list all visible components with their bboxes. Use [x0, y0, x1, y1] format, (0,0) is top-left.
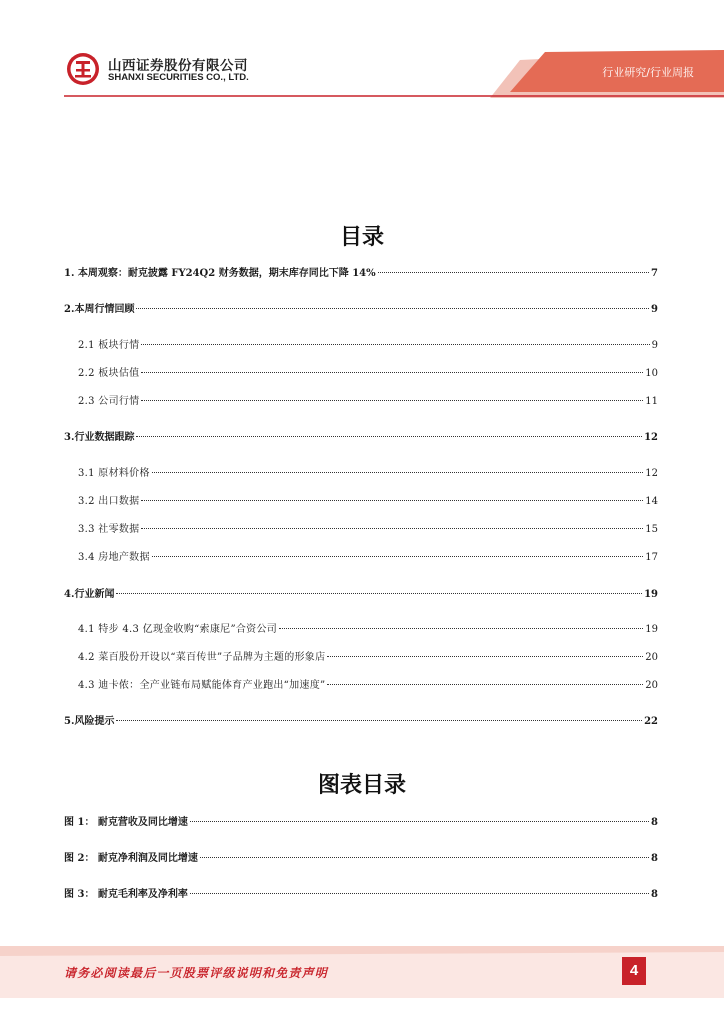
toc-leader — [136, 308, 649, 309]
page-header — [0, 0, 724, 100]
figure-list-title: 图表目录 — [317, 773, 406, 798]
toc-leader — [327, 656, 643, 657]
toc-leader — [327, 684, 643, 685]
toc-entry-page: 17 — [645, 552, 658, 563]
toc-entry-text: 3.4 房地产数据 — [78, 552, 150, 563]
toc-entry-text: 3.1 原材料价格 — [78, 468, 150, 479]
toc-entry-page: 20 — [645, 652, 658, 663]
figure-entry[interactable] — [64, 815, 658, 831]
toc-entry-text: 2.3 公司行情 — [78, 396, 140, 407]
toc-leader — [116, 593, 642, 594]
figure-entry-page: 8 — [651, 889, 658, 900]
toc-entry-text: 3.3 社零数据 — [78, 524, 140, 535]
toc-entry-page: 20 — [645, 680, 658, 691]
company-logo-icon — [66, 52, 100, 86]
toc-entry[interactable] — [64, 587, 658, 603]
toc-leader — [141, 372, 643, 373]
toc-entry-page: 12 — [644, 432, 658, 443]
toc-subentry[interactable] — [78, 466, 658, 482]
toc-entry-page: 19 — [645, 624, 658, 635]
toc-entry-page: 7 — [651, 268, 658, 279]
toc-entry-page: 15 — [645, 524, 658, 535]
toc-entry-page: 9 — [651, 304, 658, 315]
figure-entry-text: 图 3： 耐克毛利率及净利率 — [64, 889, 188, 900]
toc-subentry[interactable] — [78, 494, 658, 510]
toc-leader — [116, 720, 642, 721]
toc-entry-text: 4.3 迪卡侬：全产业链布局赋能体育产业跑出“加速度” — [78, 680, 326, 691]
toc-leader — [141, 400, 643, 401]
company-name-en: SHANXI SECURITIES CO., LTD. — [108, 72, 249, 83]
toc-leader — [141, 344, 649, 345]
toc-subentry[interactable] — [78, 394, 658, 410]
toc-entry-text: 2.1 板块行情 — [78, 340, 140, 351]
toc-leader — [152, 556, 643, 557]
report-category: 行业研究/行业周报 — [602, 66, 694, 79]
toc-entry-text: 5.风险提示 — [64, 716, 115, 727]
toc-entry-text: 3.2 出口数据 — [78, 496, 140, 507]
toc-subentry[interactable] — [78, 522, 658, 538]
toc-entry-page: 11 — [645, 396, 658, 407]
toc-entry-page: 14 — [645, 496, 658, 507]
toc-entry-page: 22 — [644, 716, 658, 727]
toc-entry[interactable] — [64, 430, 658, 446]
toc-subentry[interactable] — [78, 366, 658, 382]
toc-leader — [136, 436, 642, 437]
toc-subentry[interactable] — [78, 550, 658, 566]
toc-leader — [141, 500, 643, 501]
toc-leader — [200, 857, 649, 858]
toc-entry[interactable] — [64, 266, 658, 282]
toc-leader — [279, 628, 643, 629]
company-name-cn: 山西证券股份有限公司 — [108, 58, 248, 74]
toc-subentry[interactable] — [78, 622, 658, 638]
toc-leader — [190, 821, 649, 822]
toc-entry-text: 4.2 菜百股份开设以“菜百传世”子品牌为主题的形象店 — [78, 652, 326, 663]
toc-leader — [190, 893, 649, 894]
toc-entry-page: 10 — [645, 368, 658, 379]
figure-entry-text: 图 1： 耐克营收及同比增速 — [64, 817, 188, 828]
toc-subentry[interactable] — [78, 338, 658, 354]
toc-leader — [141, 528, 643, 529]
toc-title: 目录 — [339, 225, 384, 250]
toc-subentry[interactable] — [78, 678, 658, 694]
toc-entry-text: 3.行业数据跟踪 — [64, 432, 135, 443]
toc-entry-text: 4.行业新闻 — [64, 589, 115, 600]
toc-leader — [152, 472, 643, 473]
figure-entry[interactable] — [64, 851, 658, 867]
toc-subentry[interactable] — [78, 650, 658, 666]
header-band — [0, 0, 724, 100]
toc-entry-text: 1. 本周观察：耐克披露 FY24Q2 财务数据，期末库存同比下降 14% — [64, 268, 376, 279]
page-number: 4 — [622, 957, 646, 985]
toc-entry-text: 4.1 特步 4.3 亿现金收购“索康尼”合资公司 — [78, 624, 278, 635]
figure-entry-page: 8 — [651, 817, 658, 828]
figure-entry-page: 8 — [651, 853, 658, 864]
toc-entry-page: 19 — [644, 589, 658, 600]
toc-entry[interactable] — [64, 714, 658, 730]
toc-leader — [378, 272, 649, 273]
figure-entry-text: 图 2： 耐克净利润及同比增速 — [64, 853, 198, 864]
toc-entry-page: 12 — [645, 468, 658, 479]
toc-entry[interactable] — [64, 302, 658, 318]
toc-entry-page: 9 — [651, 340, 658, 351]
disclaimer-notice: 请务必阅读最后一页股票评级说明和免责声明 — [64, 966, 329, 980]
toc-entry-text: 2.本周行情回顾 — [64, 304, 135, 315]
figure-entry[interactable] — [64, 887, 658, 903]
toc-entry-text: 2.2 板块估值 — [78, 368, 140, 379]
